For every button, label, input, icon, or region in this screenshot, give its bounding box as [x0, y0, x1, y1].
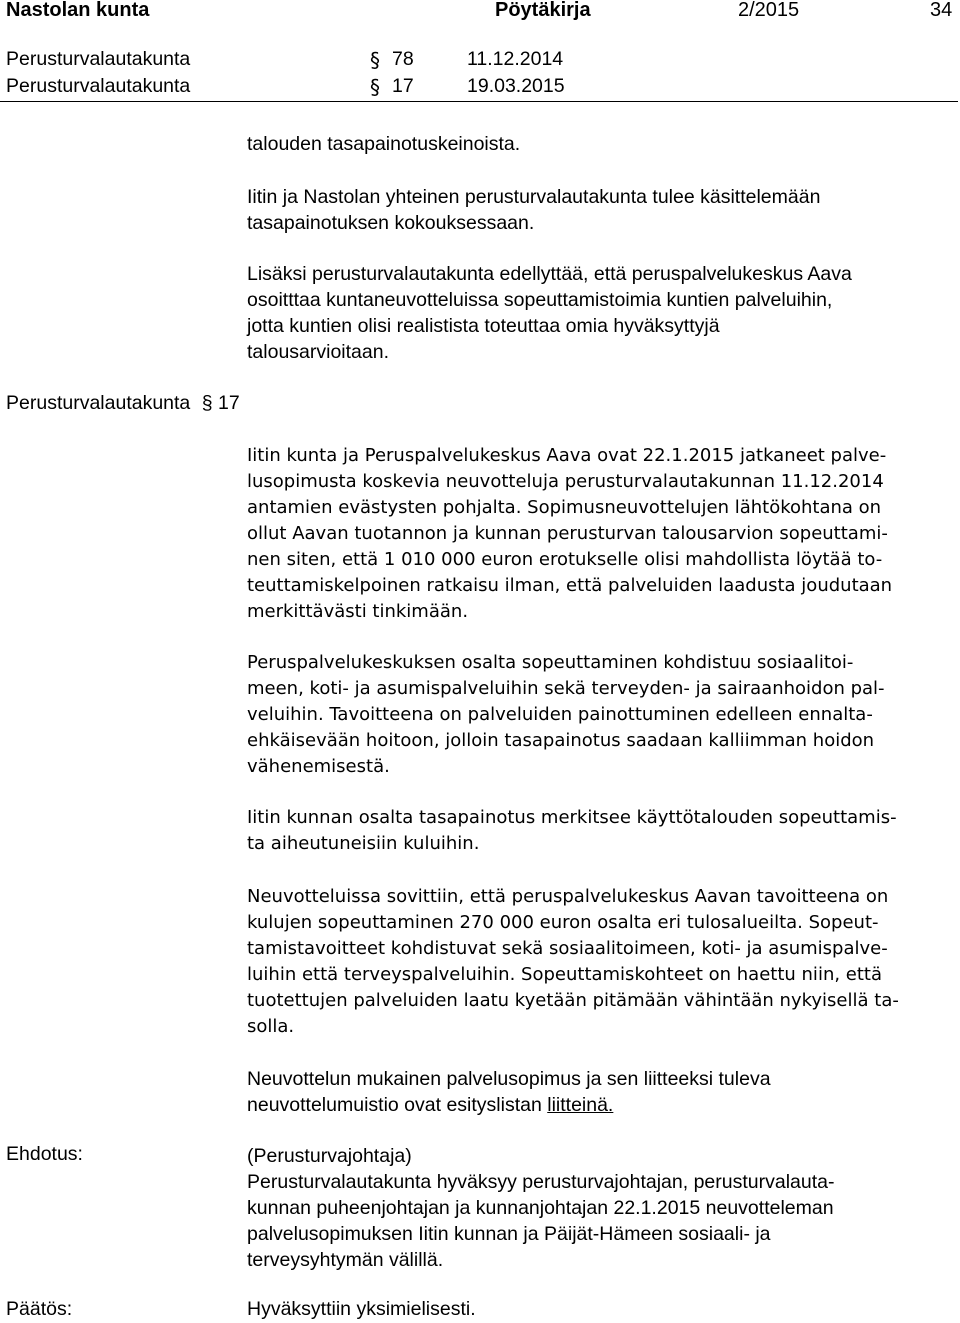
proposal-line: palvelusopimuksen Iitin kunnan ja Päijät-Hämeen sosiaali- ja — [247, 1223, 771, 1245]
decision-text: Hyväksyttiin yksimielisesti. — [247, 1298, 476, 1320]
paragraph-line: kulujen sopeuttaminen 270 000 euron osalta eri tulosalueilta. Sopeut- — [247, 912, 879, 933]
paragraph-line: ta aiheutuneisiin kuluihin. — [247, 833, 480, 854]
paragraph-line: merkittävästi tinkimään. — [247, 601, 469, 622]
paragraph-line: Iitin kunta ja Peruspalvelukeskus Aava ovat 22.1.2015 jatkaneet palve- — [247, 445, 887, 466]
svg-text:§: § — [370, 48, 380, 72]
paragraph-line: vähenemisestä. — [247, 756, 390, 777]
paragraph-line: talousarvioitaan. — [247, 341, 390, 363]
paragraph — [247, 443, 952, 625]
section-label — [6, 392, 240, 415]
header-divider — [0, 101, 958, 102]
section-label-body: Perusturvalautakunta — [6, 392, 191, 414]
paragraph-line: tamistavoitteet kohdistuvat sekä sosiaalitoimeen, koti- ja asumispalve- — [247, 938, 888, 959]
decision-label: Päätös: — [6, 1298, 73, 1320]
section-label-number: 17 — [217, 392, 240, 414]
paragraph-line: osoitttaa kuntaneuvotteluissa sopeuttamistoimia kuntien palveluihin, — [247, 289, 833, 311]
paragraph-text: neuvottelumuistio ovat esityslistan — [247, 1094, 548, 1116]
organization-name: Nastolan kunta — [6, 0, 150, 21]
meta-row-date: 19.03.2015 — [467, 75, 565, 97]
paragraph — [247, 805, 952, 857]
paragraph-line: jotta kuntien olisi realistista toteuttaa omia hyväksyttyjä — [247, 315, 720, 337]
paragraph-line: ollut Aavan tuotannon ja kunnan perusturvan talousarvion sopeuttami- — [247, 523, 888, 544]
paragraph-line: Lisäksi perusturvalautakunta edellyttää, että peruspalvelukeskus Aava — [247, 263, 852, 285]
paragraph-line — [247, 1092, 952, 1118]
proposal-label: Ehdotus: — [6, 1143, 83, 1165]
paragraph-line: Iitin kunnan osalta tasapainotus merkitsee käyttötalouden sopeuttamis- — [247, 807, 897, 828]
proposal-line: kunnan puheenjohtajan ja kunnanjohtajan 22.1.2015 neuvotteleman — [247, 1197, 834, 1219]
document-number: 2/2015 — [738, 0, 800, 21]
meta-row-section: 17 — [392, 75, 414, 97]
proposal-text — [247, 1143, 952, 1273]
paragraph — [247, 131, 952, 157]
document-type: Pöytäkirja — [495, 0, 591, 21]
proposal-line: terveysyhtymän välillä. — [247, 1249, 444, 1271]
meta-row-date: 11.12.2014 — [467, 48, 564, 70]
meta-row-section: 78 — [392, 48, 414, 70]
paragraph — [247, 261, 952, 365]
paragraph-line: veluihin. Tavoitteena on palveluiden painottuminen edelleen ennalta- — [247, 704, 873, 725]
paragraph-line: Iitin ja Nastolan yhteinen perusturvalautakunta tulee käsittelemään — [247, 186, 821, 208]
paragraph — [247, 184, 952, 236]
paragraph-line: lusopimusta koskevia neuvotteluja perusturvalautakunnan 11.12.2014 — [247, 471, 884, 492]
attachments-link[interactable]: liitteinä. — [547, 1094, 614, 1116]
paragraph — [247, 884, 952, 1040]
meta-row-body: Perusturvalautakunta — [6, 48, 191, 70]
paragraph-line: solla. — [247, 1016, 295, 1037]
paragraph-line: nen siten, että 1 010 000 euron erotukselle olisi mahdollista löytää to- — [247, 549, 883, 570]
paragraph-line: luihin että terveyspalveluihin. Sopeuttamiskohteet on haettu niin, että — [247, 964, 883, 985]
paragraph-line: meen, koti- ja asumispalveluihin sekä terveyden- ja sairaanhoidon pal- — [247, 678, 885, 699]
proposal-line: Perusturvalautakunta hyväksyy perusturvajohtajan, perusturvalauta- — [247, 1171, 835, 1193]
paragraph-line: teuttamiskelpoinen ratkaisu ilman, että palveluiden laadusta joudutaan — [247, 575, 893, 596]
page-number: 34 — [930, 0, 953, 21]
paragraph-line: Peruspalvelukeskuksen osalta sopeuttaminen kohdistuu sosiaalitoi- — [247, 652, 854, 673]
proposal-line: (Perusturvajohtaja) — [247, 1145, 412, 1167]
paragraph-line: tasapainotuksen kokouksessaan. — [247, 212, 535, 234]
paragraph — [247, 650, 952, 780]
paragraph-line: Neuvotteluissa sovittiin, että peruspalvelukeskus Aavan tavoitteena on — [247, 886, 889, 907]
paragraph-line: Neuvottelun mukainen palvelusopimus ja sen liitteeksi tuleva — [247, 1068, 771, 1090]
meta-row-body: Perusturvalautakunta — [6, 75, 191, 97]
paragraph-sign-icon: § — [201, 392, 213, 414]
paragraph-line: talouden tasapainotuskeinoista. — [247, 133, 521, 155]
paragraph — [247, 1066, 952, 1118]
paragraph-line: ehkäisevään hoitoon, jolloin tasapainotus saadaan kalliimman hoidon — [247, 730, 875, 751]
paragraph-line: antamien evästysten pohjalta. Sopimusneuvottelujen lähtökohtana on — [247, 497, 882, 518]
svg-text:§: § — [370, 75, 380, 99]
paragraph-line: tuotettujen palveluiden laatu kyetään pitämään vähintään nykyisellä ta- — [247, 990, 899, 1011]
